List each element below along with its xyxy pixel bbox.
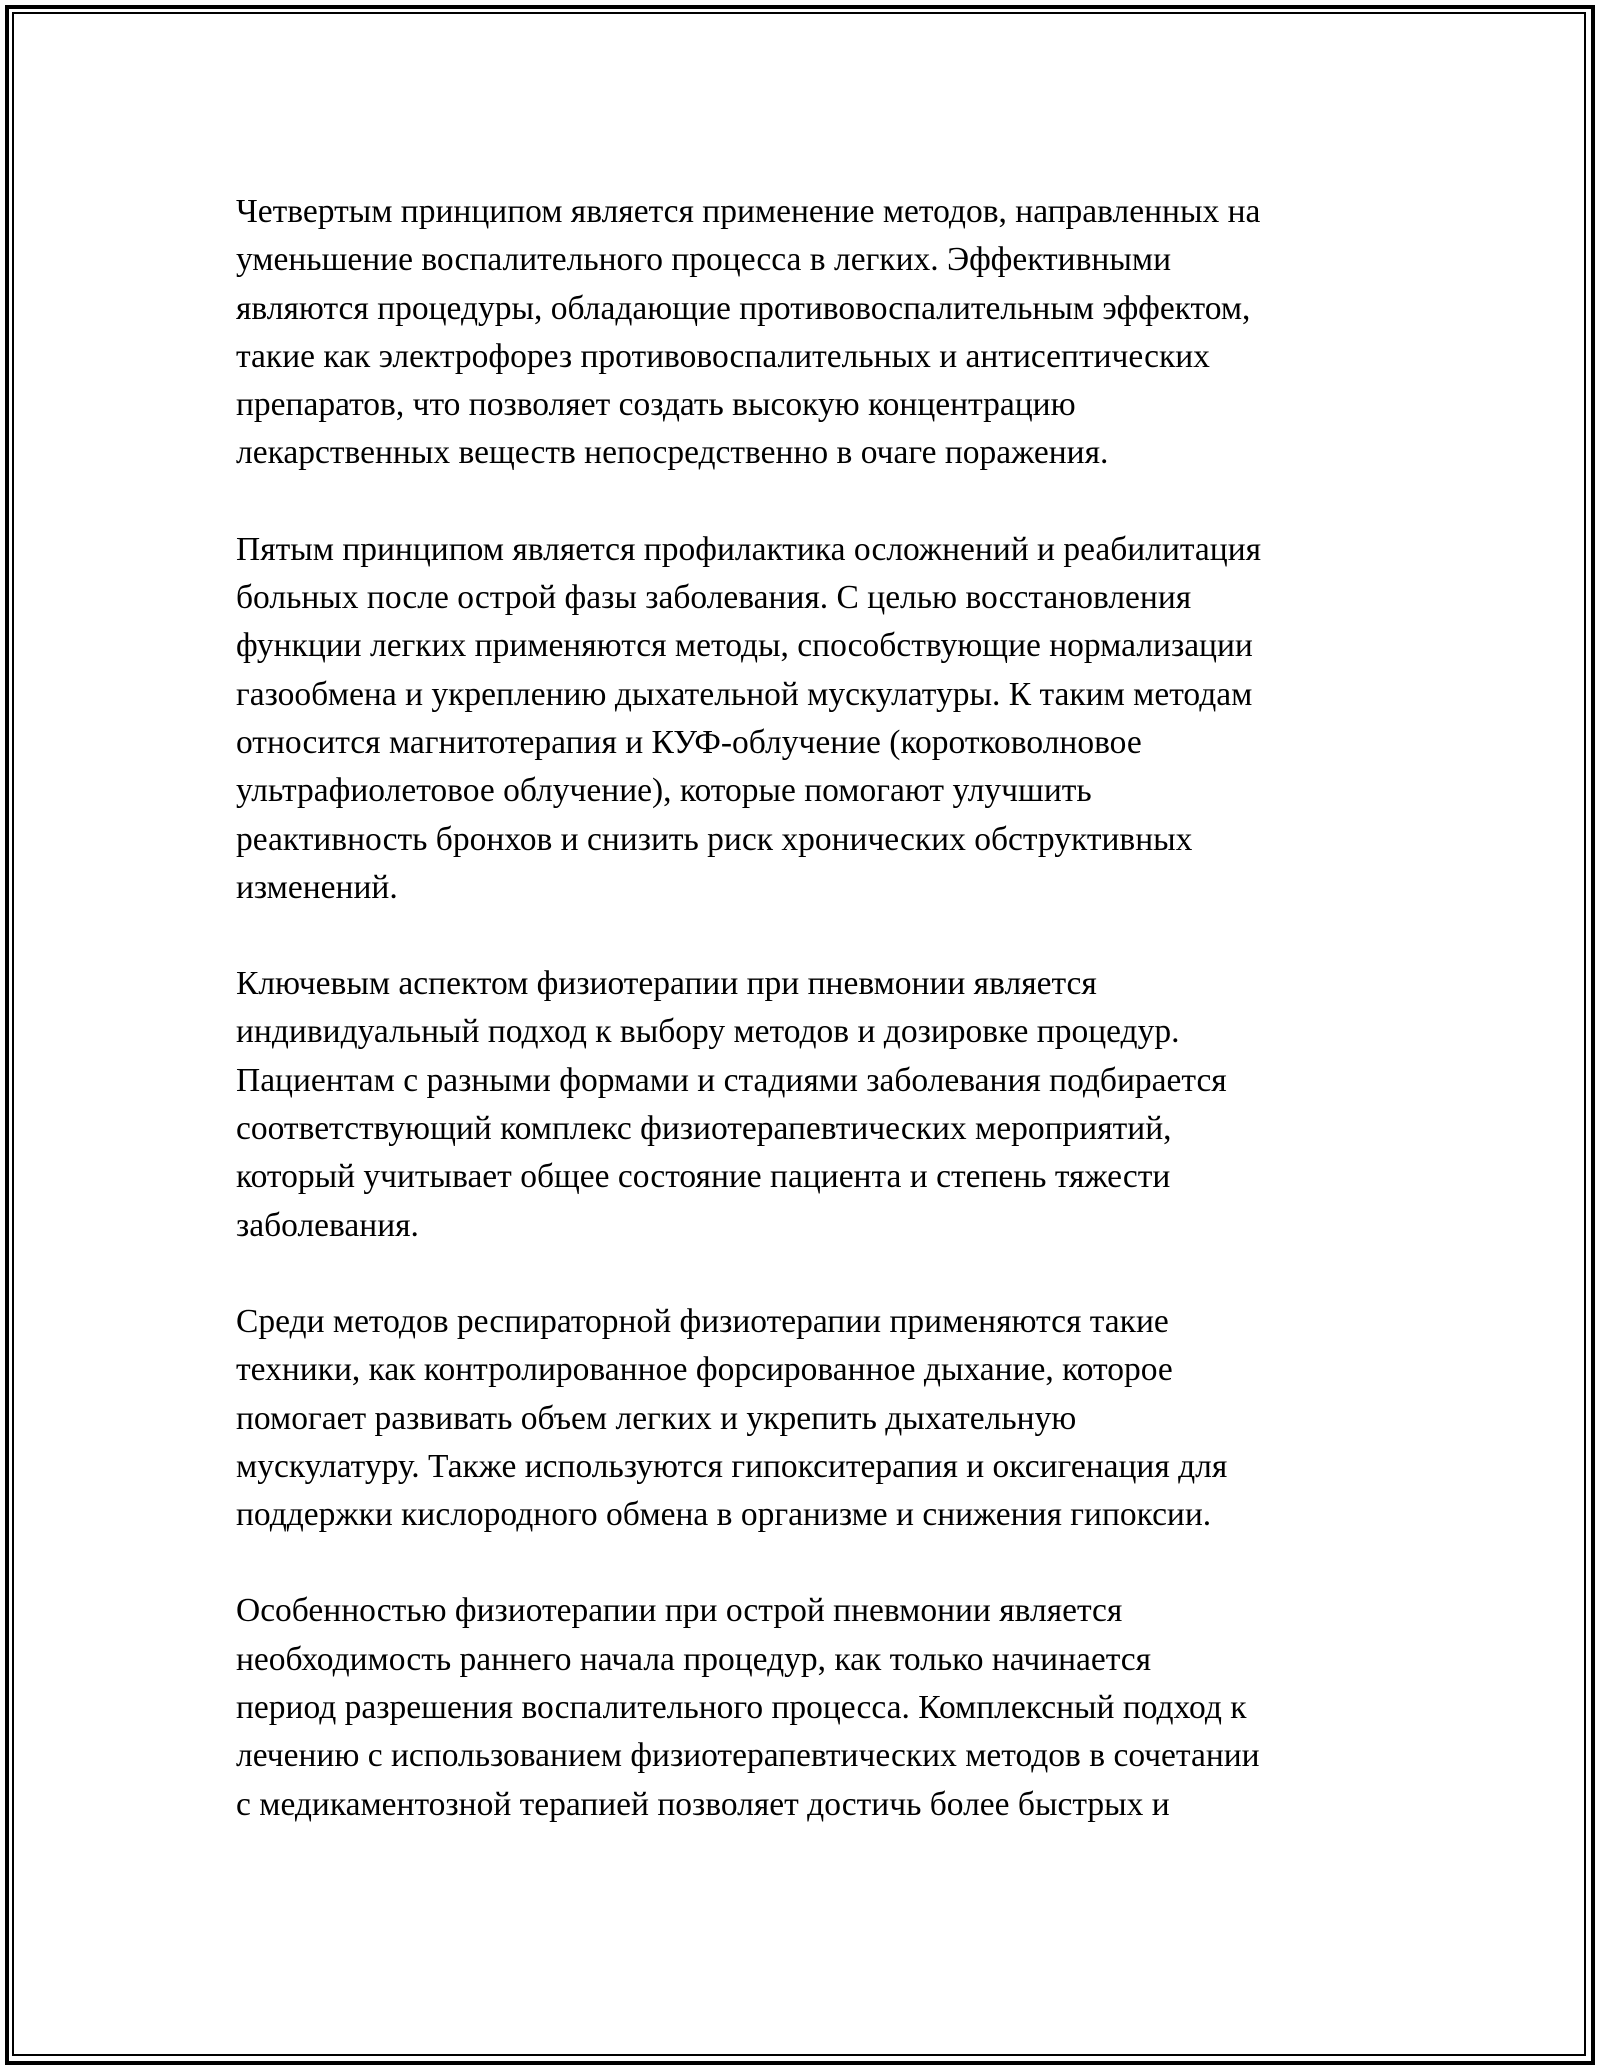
paragraph-early-start: [236, 1587, 1376, 1828]
text-line: заболевания.: [236, 1206, 419, 1244]
document-body: [236, 188, 1376, 1877]
paragraph-individual-approach: [236, 960, 1376, 1250]
text-line: необходимость раннего начала процедур, как только начинается: [236, 1640, 1152, 1678]
text-line: поддержки кислородного обмена в организме и снижения гипоксии.: [236, 1496, 1212, 1534]
text-line: реактивность бронхов и снизить риск хронических обструктивных: [236, 820, 1193, 858]
text-line: препаратов, что позволяет создать высокую концентрацию: [236, 386, 1076, 424]
text-line: помогает развивать объем легких и укрепить дыхательную: [236, 1399, 1077, 1437]
text-line: относится магнитотерапия и КУФ-облучение (коротковолновое: [236, 723, 1142, 761]
text-line: Пациентам с разными формами и стадиями заболевания подбирается: [236, 1061, 1227, 1099]
text-line: индивидуальный подход к выбору методов и дозировке процедур.: [236, 1013, 1180, 1051]
text-line: больных после острой фазы заболевания. С целью восстановления: [236, 579, 1192, 617]
text-line: техники, как контролированное форсированное дыхание, которое: [236, 1351, 1173, 1389]
paragraph-respiratory-methods: [236, 1298, 1376, 1539]
text-line: который учитывает общее состояние пациента и степень тяжести: [236, 1158, 1171, 1196]
text-line: соответствующий комплекс физиотерапевтических мероприятий,: [236, 1110, 1172, 1148]
text-line: Среди методов респираторной физиотерапии применяются такие: [236, 1302, 1169, 1340]
text-line: функции легких применяются методы, способствующие нормализации: [236, 627, 1253, 665]
text-line: изменений.: [236, 868, 398, 906]
text-line: лекарственных веществ непосредственно в очаге поражения.: [236, 434, 1109, 472]
paragraph-fourth-principle: [236, 188, 1376, 478]
text-line: ультрафиолетовое облучение), которые помогают улучшить: [236, 772, 1092, 810]
text-line: Четвертым принципом является применение методов, направленных на: [236, 193, 1261, 230]
text-line: Особенностью физиотерапии при острой пневмонии является: [236, 1592, 1123, 1630]
text-line: являются процедуры, обладающие противовоспалительным эффектом,: [236, 289, 1251, 327]
text-line: лечению с использованием физиотерапевтических методов в сочетании: [236, 1737, 1260, 1775]
text-line: такие как электрофорез противовоспалительных и антисептических: [236, 337, 1210, 375]
text-line: мускулатуру. Также используются гипокситерапия и оксигенация для: [236, 1447, 1228, 1485]
text-line: Пятым принципом является профилактика осложнений и реабилитация: [236, 530, 1262, 568]
text-line: газообмена и укреплению дыхательной мускулатуры. К таким методам: [236, 675, 1253, 713]
text-line: с медикаментозной терапией позволяет достичь более быстрых и: [236, 1785, 1170, 1823]
text-line: уменьшение воспалительного процесса в легких. Эффективными: [236, 241, 1171, 279]
text-line: период разрешения воспалительного процесса. Комплексный подход к: [236, 1689, 1247, 1727]
paragraph-fifth-principle: [236, 526, 1376, 912]
text-line: Ключевым аспектом физиотерапии при пневмонии является: [236, 965, 1097, 1003]
